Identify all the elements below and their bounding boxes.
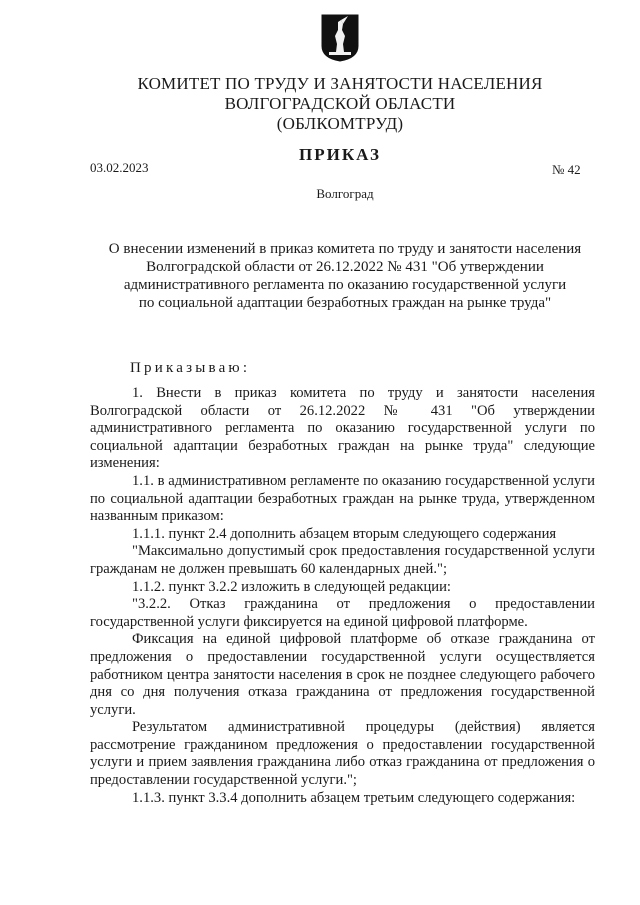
paragraph-7: Фиксация на единой цифровой платформе об отказе гражданина от предложения о предоставлении государственной услуги осуществляется работником центра занятости населения в срок не позднее следующего рабочего дня со дня получения отказа гражданина от предложения государственной услуги. bbox=[90, 631, 595, 718]
organization-name bbox=[100, 74, 580, 134]
paragraph-8: Результатом административной процедуры (действия) является рассмотрение гражданином предложения о предоставлении государственной услуги и прием заявления гражданина либо отказ гражданина от предложения о предоставлении государственной услуги."; bbox=[90, 719, 595, 789]
orders-heading: Приказываю: bbox=[130, 360, 251, 376]
document-subject bbox=[95, 240, 595, 312]
paragraph-2: 1.1. в административном регламенте по оказанию государственной услуги по социальной адаптации безработных граждан на рынке труда, утвержденном названным приказом: bbox=[90, 472, 595, 525]
org-line-1: КОМИТЕТ ПО ТРУДУ И ЗАНЯТОСТИ НАСЕЛЕНИЯ bbox=[137, 74, 543, 93]
org-line-2: ВОЛГОГРАДСКОЙ ОБЛАСТИ bbox=[224, 94, 456, 113]
subject-line-3: административного регламента по оказанию государственной услуги bbox=[123, 277, 567, 293]
document-city: Волгоград bbox=[316, 186, 374, 201]
paragraph-6: "3.2.2. Отказ гражданина от предложения о предоставлении государственной услуги фиксируется на единой цифровой платформе. bbox=[90, 596, 595, 630]
paragraph-9: 1.1.3. пункт 3.3.4 дополнить абзацем третьим следующего содержания: bbox=[132, 789, 576, 806]
volgograd-emblem-icon bbox=[321, 14, 359, 62]
paragraph-5: 1.1.2. пункт 3.2.2 изложить в следующей редакции: bbox=[132, 578, 451, 595]
org-line-3: (ОБЛКОМТРУД) bbox=[276, 114, 404, 133]
subject-line-1: О внесении изменений в приказ комитета по труду и занятости населения bbox=[108, 241, 582, 257]
paragraph-4: "Максимально допустимый срок предоставления государственной услуги гражданам не должен превышать 60 календарных дней."; bbox=[90, 543, 595, 577]
subject-line-2: Волгоградской области от 26.12.2022 № 431 "Об утверждении bbox=[146, 259, 544, 275]
document-number: № 42 bbox=[552, 162, 581, 177]
document-type: ПРИКАЗ bbox=[299, 145, 381, 164]
paragraph-1: 1. Внести в приказ комитета по труду и занятости населения Волгоградской области от 26.12.2022 № 431 "Об утверждении административного регламента по оказанию государственной услуги по социальной адаптации безработных граждан на рынке труда" следующие изменения: bbox=[90, 385, 595, 472]
document-body bbox=[90, 385, 595, 807]
paragraph-3: 1.1.1. пункт 2.4 дополнить абзацем вторым следующего содержания bbox=[132, 525, 557, 542]
subject-line-4: по социальной адаптации безработных граждан на рынке труда" bbox=[138, 295, 552, 311]
document-date: 03.02.2023 bbox=[90, 160, 149, 175]
